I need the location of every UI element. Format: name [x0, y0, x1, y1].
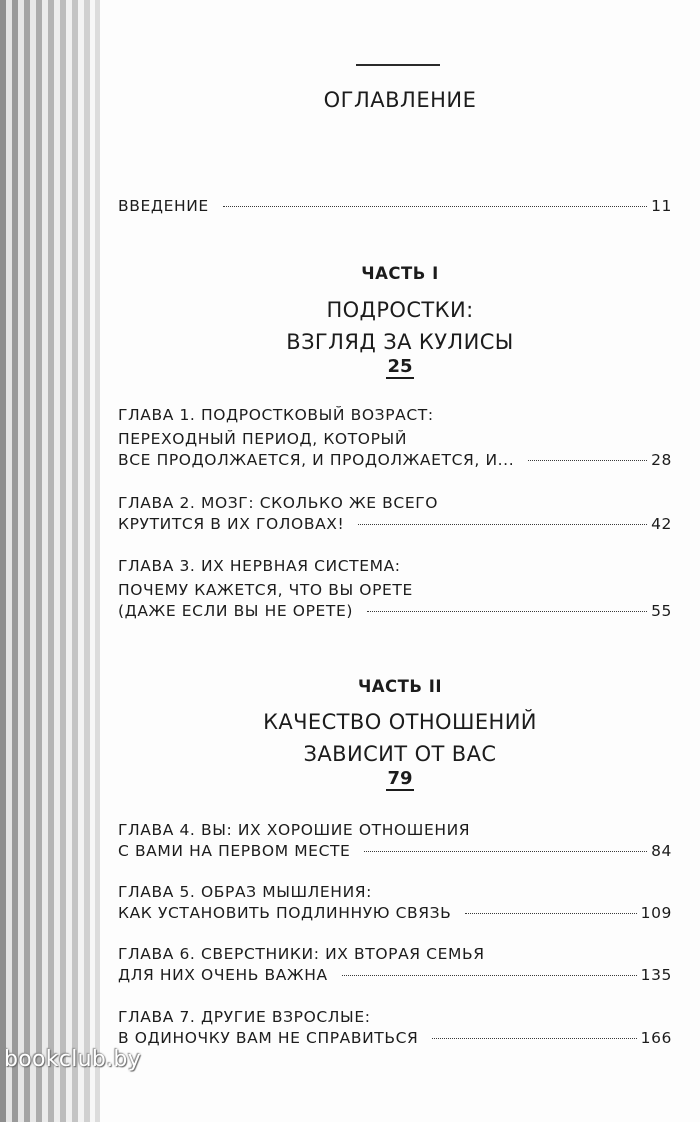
- dot-leader: [528, 460, 647, 461]
- entry-page: 135: [640, 966, 672, 984]
- entry-line: ГЛАВА 2. МОЗГ: СКОЛЬКО ЖЕ ВСЕГО: [118, 494, 439, 512]
- part-label: ЧАСТЬ I: [361, 264, 439, 283]
- dot-leader: [364, 851, 647, 852]
- entry-line: В ОДИНОЧКУ ВАМ НЕ СПРАВИТЬСЯ: [118, 1029, 419, 1047]
- part-page-number: 25: [387, 356, 413, 377]
- entry-page: 55: [651, 602, 672, 620]
- entry-title: ВВЕДЕНИЕ: [118, 197, 209, 215]
- entry-line: ГЛАВА 6. СВЕРСТНИКИ: ИХ ВТОРАЯ СЕМЬЯ: [118, 945, 485, 963]
- part-title-line: ВЗГЛЯД ЗА КУЛИСЫ: [286, 330, 514, 354]
- part-title-line: ЗАВИСИТ ОТ ВАС: [303, 742, 497, 766]
- toc-entry-chapter-6[interactable]: [118, 942, 672, 984]
- toc-entry-intro[interactable]: [118, 197, 672, 215]
- entry-line: ГЛАВА 7. ДРУГИЕ ВЗРОСЛЫЕ:: [118, 1008, 371, 1026]
- dot-leader: [358, 524, 647, 525]
- entry-line: ДЛЯ НИХ ОЧЕНЬ ВАЖНА: [118, 966, 328, 984]
- entry-page: 11: [651, 197, 672, 215]
- dot-leader: [465, 913, 636, 914]
- toc-entry-chapter-3[interactable]: [118, 554, 672, 620]
- entry-line: (ДАЖЕ ЕСЛИ ВЫ НЕ ОРЕТЕ): [118, 602, 354, 620]
- dot-leader: [223, 206, 647, 207]
- part-title: [100, 294, 700, 358]
- page-title: ОГЛАВЛЕНИЕ: [323, 88, 477, 112]
- entry-page: 42: [651, 515, 672, 533]
- toc-entry-chapter-7[interactable]: [118, 1005, 672, 1047]
- toc-entry-chapter-5[interactable]: [118, 880, 672, 922]
- dot-leader: [342, 975, 637, 976]
- part-page[interactable]: [100, 768, 700, 789]
- part-title-line: ПОДРОСТКИ:: [326, 298, 474, 322]
- entry-line: ГЛАВА 4. ВЫ: ИХ ХОРОШИЕ ОТНОШЕНИЯ: [118, 821, 471, 839]
- book-spine-edge: [0, 0, 100, 1122]
- part-title: [100, 706, 700, 770]
- entry-page: 84: [651, 842, 672, 860]
- toc-entry-chapter-1[interactable]: [118, 403, 672, 469]
- part-page[interactable]: [100, 356, 700, 377]
- toc-entry-chapter-4[interactable]: [118, 818, 672, 860]
- top-rule: [356, 64, 440, 66]
- entry-line: ПЕРЕХОДНЫЙ ПЕРИОД, КОТОРЫЙ: [118, 430, 408, 448]
- watermark: bookclub.by: [4, 1047, 142, 1072]
- part-title-line: КАЧЕСТВО ОТНОШЕНИЙ: [263, 710, 537, 734]
- entry-line: КРУТИТСЯ В ИХ ГОЛОВАХ!: [118, 515, 345, 533]
- entry-page: 109: [640, 904, 672, 922]
- entry-line: КАК УСТАНОВИТЬ ПОДЛИННУЮ СВЯЗЬ: [118, 904, 452, 922]
- entry-line: ВСЕ ПРОДОЛЖАЕТСЯ, И ПРОДОЛЖАЕТСЯ, И...: [118, 451, 515, 469]
- part-page-number: 79: [387, 768, 413, 789]
- entry-page: 166: [640, 1029, 672, 1047]
- entry-page: 28: [651, 451, 672, 469]
- entry-line: ПОЧЕМУ КАЖЕТСЯ, ЧТО ВЫ ОРЕТЕ: [118, 581, 413, 599]
- entry-line: ГЛАВА 1. ПОДРОСТКОВЫЙ ВОЗРАСТ:: [118, 406, 434, 424]
- part-label: ЧАСТЬ II: [357, 677, 443, 696]
- dot-leader: [367, 611, 647, 612]
- entry-line: С ВАМИ НА ПЕРВОМ МЕСТЕ: [118, 842, 351, 860]
- dot-leader: [432, 1038, 636, 1039]
- entry-line: ГЛАВА 3. ИХ НЕРВНАЯ СИСТЕМА:: [118, 557, 401, 575]
- toc-entry-chapter-2[interactable]: [118, 491, 672, 533]
- entry-line: ГЛАВА 5. ОБРАЗ МЫШЛЕНИЯ:: [118, 883, 372, 901]
